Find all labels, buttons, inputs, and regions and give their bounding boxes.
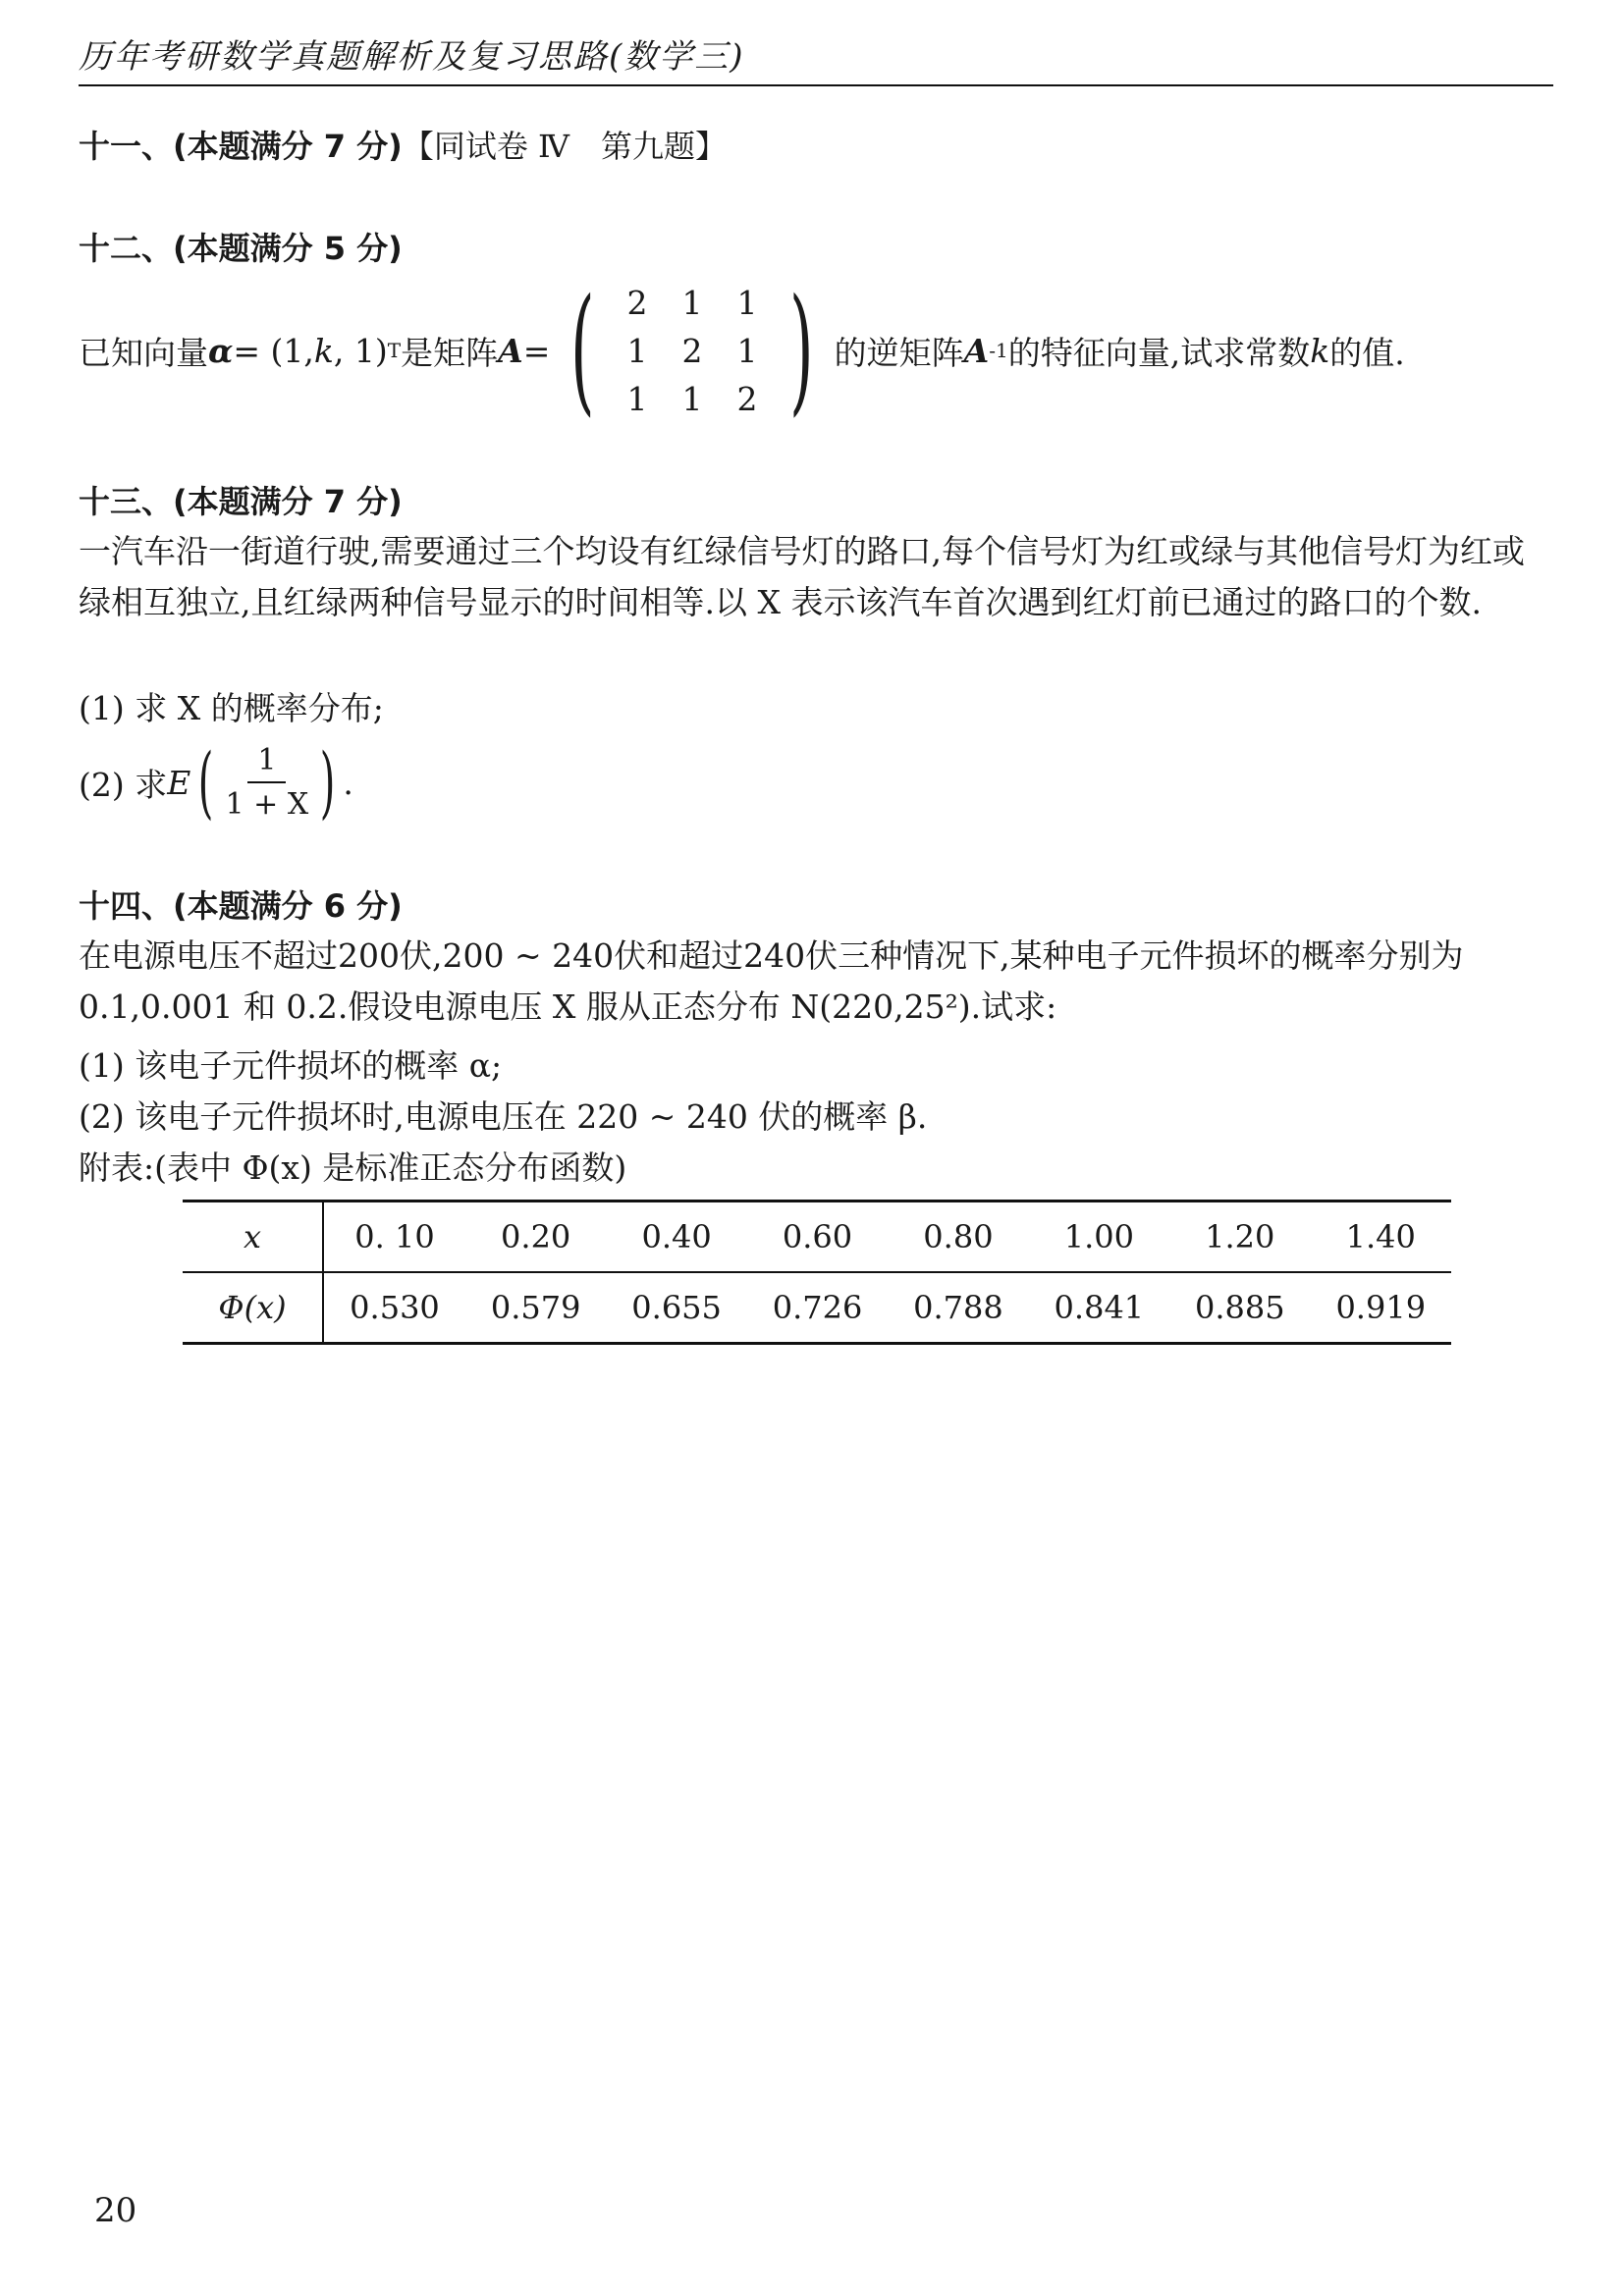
header-rule bbox=[79, 84, 1553, 86]
normal-distribution-table bbox=[183, 1200, 1451, 1345]
matrix-cell: 1 bbox=[626, 331, 648, 370]
q12-alpha: α bbox=[208, 331, 234, 370]
q12-text-c: 的逆矩阵 bbox=[834, 333, 964, 372]
table-row bbox=[183, 1201, 1451, 1273]
q12-inverse-exp: -1 bbox=[989, 339, 1008, 362]
q12-text-b: 是矩阵 bbox=[401, 333, 499, 372]
table-cell: 0.80 bbox=[888, 1201, 1028, 1273]
table-row-head: Φ(x) bbox=[183, 1272, 323, 1344]
table-cell: 0.885 bbox=[1169, 1272, 1310, 1344]
q12-A: A bbox=[498, 331, 523, 370]
q11-heading-label: 十一、(本题满分 7 分) bbox=[79, 128, 403, 165]
q12-A-inverse: A bbox=[963, 331, 990, 370]
q14-body: 在电源电压不超过200伏,200 ~ 240伏和超过240伏三种情况下,某种电子元件损坏的概率分别为 0.1,0.001 和 0.2.假设电源电压 X 服从正态分布 N(220,25²).试求: bbox=[79, 936, 1464, 1026]
q12-heading: 十二、(本题满分 5 分) bbox=[79, 230, 403, 267]
q12-eq: = bbox=[522, 331, 551, 370]
q13-heading: 十三、(本题满分 7 分) bbox=[79, 483, 403, 520]
q12-vec-end: , 1) bbox=[333, 331, 388, 370]
q12-text-a: 已知向量 bbox=[79, 333, 208, 372]
matrix-cell: 1 bbox=[736, 283, 758, 322]
table-row bbox=[183, 1272, 1451, 1344]
table-cell: 0.20 bbox=[465, 1201, 606, 1273]
table-cell: 1.00 bbox=[1029, 1201, 1169, 1273]
page-number: 20 bbox=[94, 2191, 137, 2230]
table-cell: 0.530 bbox=[323, 1272, 465, 1344]
table-cell: 0.841 bbox=[1029, 1272, 1169, 1344]
q13-fraction bbox=[226, 743, 309, 822]
q12-text-e: 的值. bbox=[1329, 333, 1405, 372]
fraction-numerator: 1 bbox=[247, 743, 286, 783]
q11-heading bbox=[79, 122, 727, 167]
table-cell: 1.40 bbox=[1310, 1201, 1451, 1273]
q12-k2: k bbox=[1310, 331, 1330, 370]
q14-part2: (2) 该电子元件损坏时,电源电压在 220 ~ 240 伏的概率 β. bbox=[79, 1097, 928, 1136]
matrix-cell: 1 bbox=[736, 331, 758, 370]
fraction-denominator: 1 + X bbox=[225, 787, 309, 822]
matrix-cell: 2 bbox=[736, 379, 758, 418]
table-cell: 1.20 bbox=[1169, 1201, 1310, 1273]
q12-vec: = (1, bbox=[233, 331, 314, 370]
q14-part1: (1) 该电子元件损坏的概率 α; bbox=[79, 1046, 503, 1085]
matrix-cell: 2 bbox=[681, 331, 703, 370]
q13-E: E bbox=[167, 763, 191, 802]
q12-statement bbox=[79, 270, 1405, 430]
q12-text-d: 的特征向量,试求常数 bbox=[1007, 333, 1311, 372]
matrix-cell: 2 bbox=[626, 283, 648, 322]
table-cell: 0.726 bbox=[747, 1272, 888, 1344]
matrix-cell: 1 bbox=[681, 379, 703, 418]
table-row-head: x bbox=[183, 1201, 323, 1273]
q11-note: 【同试卷 Ⅳ 第九题】 bbox=[402, 128, 727, 165]
table-cell: 0.655 bbox=[606, 1272, 746, 1344]
table-cell: 0.579 bbox=[465, 1272, 606, 1344]
q13-part2-post: . bbox=[343, 763, 353, 802]
matrix-cell: 1 bbox=[626, 379, 648, 418]
q13-part1: (1) 求 X 的概率分布; bbox=[79, 689, 384, 727]
q13-part2-pre: (2) 求 bbox=[79, 765, 168, 804]
running-head: 历年考研数学真题解析及复习思路(数学三) bbox=[79, 37, 745, 77]
q14-heading: 十四、(本题满分 6 分) bbox=[79, 887, 403, 925]
q13-body: 一汽车沿一街道行驶,需要通过三个均设有红绿信号灯的路口,每个信号灯为红或绿与其他信号灯为红或绿相互独立,且红绿两种信号显示的时间相等.以 X 表示该汽车首次遇到红灯前已通过的路口的个数. bbox=[79, 532, 1525, 621]
matrix-cell: 1 bbox=[681, 283, 703, 322]
table-cell: 0. 10 bbox=[323, 1201, 465, 1273]
q12-transpose: T bbox=[387, 339, 402, 362]
table-cell: 0.40 bbox=[606, 1201, 746, 1273]
table-cell: 0.60 bbox=[747, 1201, 888, 1273]
q12-k: k bbox=[313, 331, 334, 370]
q12-matrix: ( 2 1 1 1 2 1 1 1 2 ) bbox=[570, 270, 814, 430]
q14-table-caption: 附表:(表中 Φ(x) 是标准正态分布函数) bbox=[79, 1148, 627, 1187]
q13-part2: (2) 求 E ( $\frac{1}{1 + X}$ ) . bbox=[79, 736, 353, 828]
table-cell: 0.919 bbox=[1310, 1272, 1451, 1344]
table-cell: 0.788 bbox=[888, 1272, 1028, 1344]
